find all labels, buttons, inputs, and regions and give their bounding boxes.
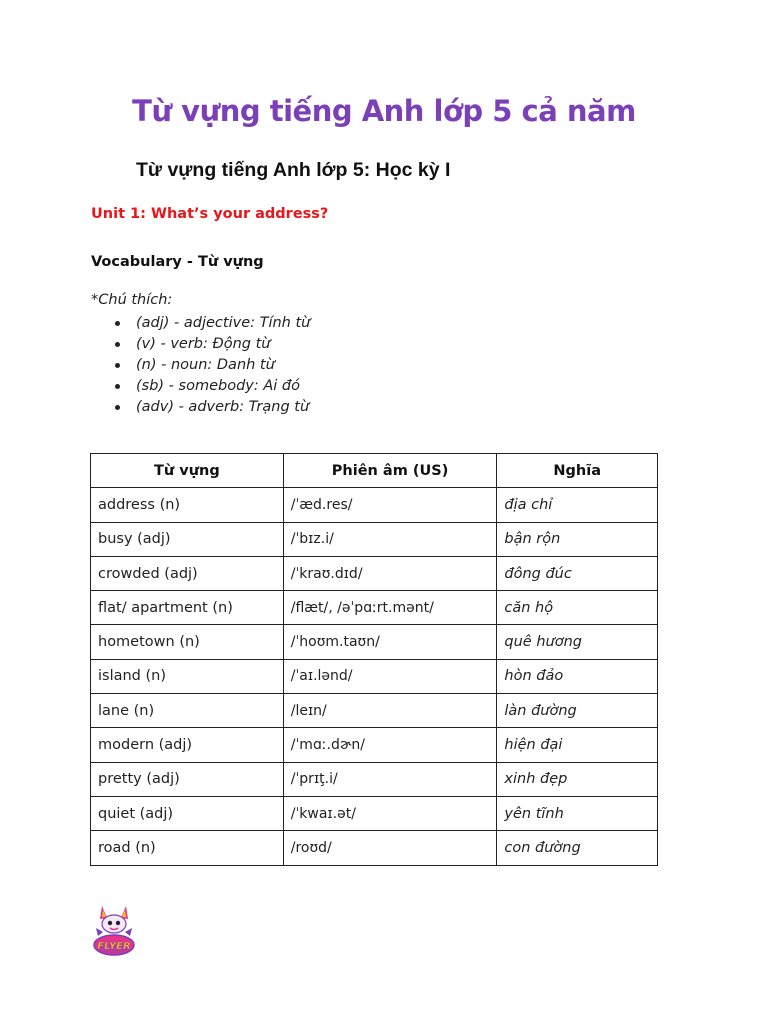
cell-word: island (n)	[91, 659, 284, 693]
note-item-verb: (v) - verb: Động từ	[113, 334, 310, 355]
cell-meaning: quê hương	[497, 625, 658, 659]
cell-meaning: hòn đảo	[497, 659, 658, 693]
table-row	[91, 591, 658, 625]
cell-pronunciation: /ˈmɑː.dɚn/	[283, 728, 497, 762]
vocabulary-table	[90, 453, 658, 866]
table-header-row	[91, 454, 658, 488]
table-row	[91, 694, 658, 728]
section-subtitle: Từ vựng tiếng Anh lớp 5: Học kỳ I	[136, 159, 451, 181]
notes-label: *Chú thích:	[91, 292, 173, 308]
cell-pronunciation: /ˈprɪţ.i/	[283, 762, 497, 796]
table-row	[91, 556, 658, 590]
note-item-somebody: (sb) - somebody: Ai đó	[113, 376, 310, 397]
cell-word: road (n)	[91, 831, 284, 865]
table-row	[91, 522, 658, 556]
table-row	[91, 488, 658, 522]
cell-word: quiet (adj)	[91, 796, 284, 830]
table-row	[91, 659, 658, 693]
cell-word: modern (adj)	[91, 728, 284, 762]
cell-word: hometown (n)	[91, 625, 284, 659]
cell-meaning: đông đúc	[497, 556, 658, 590]
logo-wordmark: FLYER	[97, 941, 131, 952]
cell-pronunciation: /flæt/, /əˈpɑːrt.mənt/	[283, 591, 497, 625]
flyer-mascot-logo-icon	[90, 902, 138, 958]
page-title: Từ vựng tiếng Anh lớp 5 cả năm	[132, 94, 636, 128]
cell-meaning: con đường	[497, 831, 658, 865]
cell-word: pretty (adj)	[91, 762, 284, 796]
cell-meaning: hiện đại	[497, 728, 658, 762]
cell-pronunciation: /ˈaɪ.lənd/	[283, 659, 497, 693]
cell-pronunciation: /ˈæd.res/	[283, 488, 497, 522]
table-row	[91, 796, 658, 830]
vocabulary-heading: Vocabulary - Từ vựng	[91, 254, 264, 270]
cell-word: address (n)	[91, 488, 284, 522]
table-row	[91, 831, 658, 865]
note-item-adverb: (adv) - adverb: Trạng từ	[113, 397, 310, 418]
cell-meaning: căn hộ	[497, 591, 658, 625]
cell-word: flat/ apartment (n)	[91, 591, 284, 625]
cell-meaning: yên tĩnh	[497, 796, 658, 830]
unit-heading: Unit 1: What’s your address?	[91, 206, 329, 222]
cell-pronunciation: /ˈkwaɪ.ət/	[283, 796, 497, 830]
cell-meaning: địa chỉ	[497, 488, 658, 522]
header-meaning: Nghĩa	[497, 454, 658, 488]
table-row	[91, 762, 658, 796]
cell-meaning: làn đường	[497, 694, 658, 728]
header-word: Từ vựng	[91, 454, 284, 488]
table-row	[91, 728, 658, 762]
notes-list	[113, 313, 310, 418]
cell-pronunciation: /ˈkraʊ.dɪd/	[283, 556, 497, 590]
cell-meaning: xinh đẹp	[497, 762, 658, 796]
cell-meaning: bận rộn	[497, 522, 658, 556]
note-item-adj: (adj) - adjective: Tính từ	[113, 313, 310, 334]
cell-word: busy (adj)	[91, 522, 284, 556]
flyer-logo	[90, 902, 138, 958]
cell-word: crowded (adj)	[91, 556, 284, 590]
cell-pronunciation: /ˈbɪz.i/	[283, 522, 497, 556]
cell-pronunciation: /roʊd/	[283, 831, 497, 865]
table-row	[91, 625, 658, 659]
cell-word: lane (n)	[91, 694, 284, 728]
cell-pronunciation: /leɪn/	[283, 694, 497, 728]
cell-pronunciation: /ˈhoʊm.taʊn/	[283, 625, 497, 659]
header-pronunciation: Phiên âm (US)	[283, 454, 497, 488]
note-item-noun: (n) - noun: Danh từ	[113, 355, 310, 376]
